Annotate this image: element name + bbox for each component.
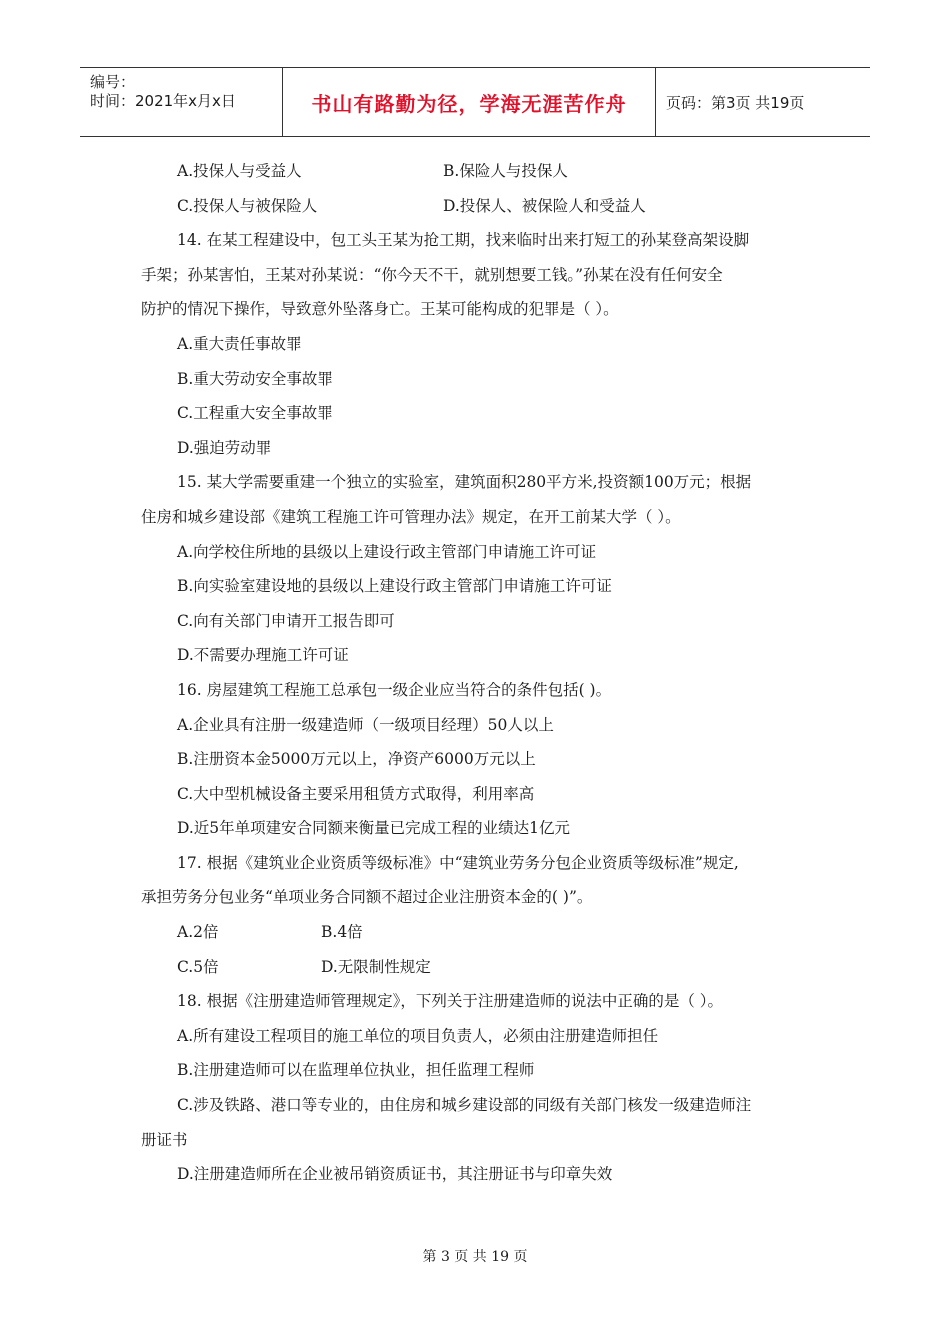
option-b: B.保险人与投保人 xyxy=(443,162,568,180)
option-a: A.投保人与受益人 xyxy=(177,162,302,180)
option-d: D.投保人、被保险人和受益人 xyxy=(443,196,646,215)
question-18-text: 18. 根据《注册建造师管理规定》，下列关于注册建造师的说法中正确的是（ ）。 xyxy=(177,992,724,1011)
question-14-text: 防护的情况下操作，导致意外坠落身亡。王某可能构成的犯罪是（ ）。 xyxy=(141,300,619,319)
page-footer: 第 3 页 共 19 页 xyxy=(422,1249,528,1265)
option-row xyxy=(141,189,821,224)
motto-text: 书山有路勤为径，学海无涯苦作舟 xyxy=(311,91,627,116)
option-a: A.2倍 xyxy=(177,923,219,942)
option-c: C.大中型机械设备主要采用租赁方式取得，利用率高 xyxy=(177,784,535,803)
option-a: A.重大责任事故罪 xyxy=(177,334,302,353)
question-content xyxy=(141,154,821,1192)
option-d: D.注册建造师所在企业被吊销资质证书，其注册证书与印章失效 xyxy=(177,1165,613,1184)
question-15-text: 15. 某大学需要重建一个独立的实验室，建筑面积280平方米,投资额100万元；根据 xyxy=(177,473,752,492)
page-header xyxy=(80,67,870,137)
question-14-text: 14. 在某工程建设中，包工头王某为抢工期，找来临时出来打短工的孙某登高架设脚 xyxy=(177,231,750,250)
serial-number-label: 编号： xyxy=(90,73,136,91)
option-b: B.注册建造师可以在监理单位执业，担任监理工程师 xyxy=(177,1061,535,1080)
option-c: C.向有关部门申请开工报告即可 xyxy=(177,611,395,630)
option-d: D.无限制性规定 xyxy=(321,957,431,976)
question-16-text: 16. 房屋建筑工程施工总承包一级企业应当符合的条件包括( )。 xyxy=(177,680,612,699)
option-b: B.向实验室建设地的县级以上建设行政主管部门申请施工许可证 xyxy=(177,577,612,596)
option-c: C.投保人与被保险人 xyxy=(177,196,318,215)
header-motto-cell xyxy=(283,68,656,136)
option-row xyxy=(141,915,821,950)
option-row xyxy=(141,154,821,189)
option-row xyxy=(141,950,821,985)
option-b: B.注册资本金5000万元以上，净资产6000万元以上 xyxy=(177,750,536,769)
question-15-text: 住房和城乡建设部《建筑工程施工许可管理办法》规定，在开工前某大学（ ）。 xyxy=(141,507,681,526)
question-17-text: 承担劳务分包业务“单项业务合同额不超过企业注册资本金的( )”。 xyxy=(141,888,593,907)
header-page-cell xyxy=(656,68,870,136)
option-c: C.5倍 xyxy=(177,957,219,976)
option-b: B.重大劳动安全事故罪 xyxy=(177,369,333,388)
option-c-continued: 册证书 xyxy=(141,1130,188,1149)
page-indicator: 页码：第3页 共19页 xyxy=(666,93,805,112)
option-a: A.所有建设工程项目的施工单位的项目负责人，必须由注册建造师担任 xyxy=(177,1026,659,1045)
option-d: D.强迫劳动罪 xyxy=(177,438,272,457)
option-d: D.不需要办理施工许可证 xyxy=(177,646,349,665)
option-c: C.涉及铁路、港口等专业的，由住房和城乡建设部的同级有关部门核发一级建造师注 xyxy=(177,1096,752,1115)
option-b: B.4倍 xyxy=(321,923,363,942)
header-info-cell xyxy=(80,68,283,136)
question-14-text: 手架；孙某害怕，王某对孙某说：“你今天不干，就别想要工钱。”孙某在没有任何安全 xyxy=(141,265,723,284)
option-d: D.近5年单项建安合同额来衡量已完成工程的业绩达1亿元 xyxy=(177,819,571,838)
option-c: C.工程重大安全事故罪 xyxy=(177,404,333,423)
date-label: 时间：2021年x月x日 xyxy=(90,92,236,110)
option-a: A.企业具有注册一级建造师（一级项目经理）50人以上 xyxy=(177,715,554,734)
question-17-text: 17. 根据《建筑业企业资质等级标准》中“建筑业劳务分包企业资质等级标准”规定, xyxy=(177,853,739,872)
option-a: A.向学校住所地的县级以上建设行政主管部门申请施工许可证 xyxy=(177,542,597,561)
